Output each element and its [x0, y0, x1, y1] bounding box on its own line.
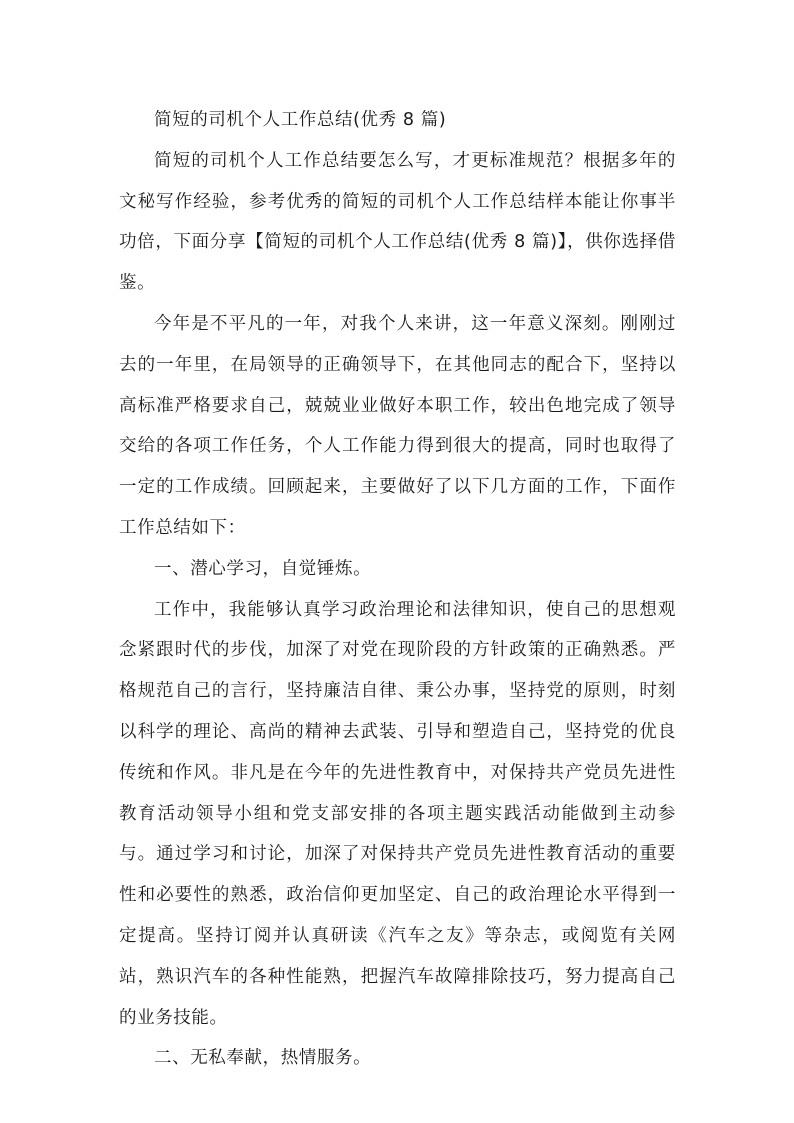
year-summary-paragraph: 今年是不平凡的一年，对我个人来讲，这一年意义深刻。刚刚过去的一年里，在局领导的正确领导下，在其他同志的配合下，坚持以高标准严格要求自己，兢兢业业做好本职工作，较出色地完成了领导交给的各项工作任务，个人工作能力得到很大的提高，同时也取得了一定的工作成绩。回顾起来，主要做好了以下几方面的工作，下面作工作总结如下：	[119, 313, 676, 538]
section-heading-study: 一、潜心学习，自觉锤炼。	[154, 558, 372, 579]
document-title: 简短的司机个人工作总结(优秀 8 篇)	[154, 110, 447, 130]
section-heading-service: 二、无私奉献，热情服务。	[154, 1048, 372, 1069]
study-paragraph: 工作中，我能够认真学习政治理论和法律知识，使自己的思想观念紧跟时代的步伐，加深了对党在现阶段的方针政策的正确熟悉。严格规范自己的言行，坚持廉洁自律、秉公办事，坚持党的原则，时刻以科学的理论、高尚的精神去武装、引导和塑造自己，坚持党的优良传统和作风。非凡是在今年的先进性教育中，对保持共产党员先进性教育活动领导小组和党支部安排的各项主题实践活动能做到主动参与。通过学习和讨论，加深了对保持共产党员先进性教育活动的重要性和必要性的熟悉，政治信仰更加坚定、自己的政治理论水平得到一定提高。坚持订阅并认真研读《汽车之友》等杂志，或阅览有关网站，熟识汽车的各种性能熟，把握汽车故障排除技巧，努力提高自己的业务技能。	[119, 599, 676, 1028]
document-body	[119, 100, 676, 1079]
intro-paragraph: 简短的司机个人工作总结要怎么写，才更标准规范？根据多年的文秘写作经验，参考优秀的简短的司机个人工作总结样本能让你事半功倍，下面分享【简短的司机个人工作总结(优秀 8 篇)】，供你选择借鉴。	[119, 150, 676, 294]
